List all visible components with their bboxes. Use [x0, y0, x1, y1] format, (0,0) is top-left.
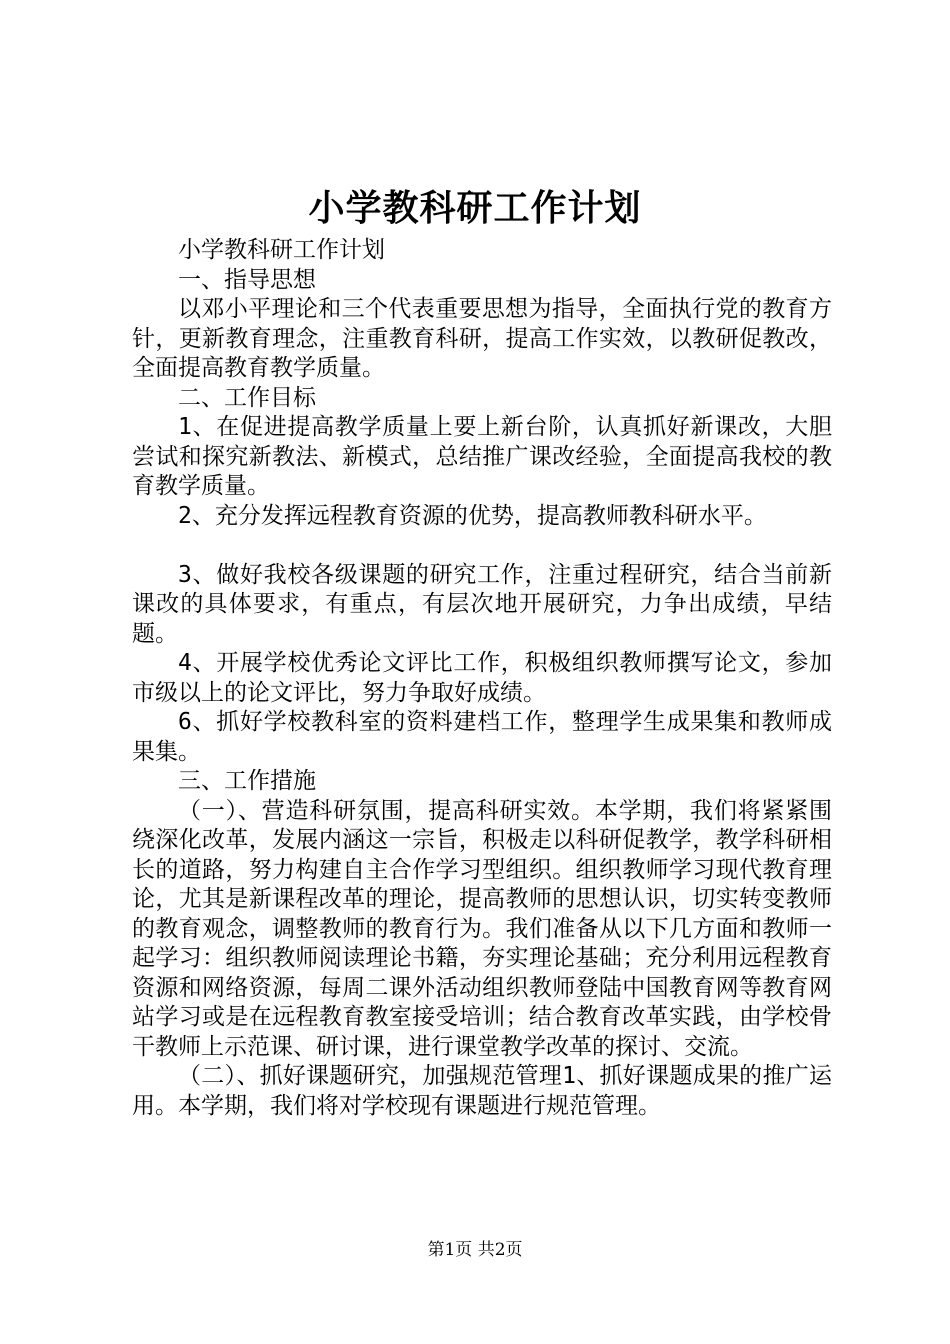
paragraph-guiding-ideology: 以邓小平理论和三个代表重要思想为指导，全面执行党的教育方针，更新教育理念，注重教育科研，提高工作实效，以教研促教改，全面提高教育教学质量。	[132, 296, 832, 381]
paragraph-goal-3: 3、做好我校各级课题的研究工作，注重过程研究，结合当前新课改的具体要求，有重点，有层次地开展研究，力争出成绩，早结题。	[132, 561, 832, 647]
heading-guiding-ideology: 一、指导思想	[178, 266, 316, 293]
document-title: 小学教科研工作计划	[308, 187, 642, 229]
paragraph-goal-4: 4、开展学校优秀论文评比工作，积极组织教师撰写论文，参加市级以上的论文评比，努力争取好成绩。	[132, 650, 832, 706]
heading-work-measures: 三、工作措施	[178, 768, 316, 794]
paragraph-goal-1: 1、在促进提高教学质量上要上新台阶，认真抓好新课改，大胆尝试和探究新教法、新模式，总结推广课改经验，全面提高我校的教育教学质量。	[132, 414, 832, 499]
document-body	[132, 236, 832, 1121]
paragraph-goal-2: 2、充分发挥远程教育资源的优势，提高教师教科研水平。	[178, 502, 767, 529]
paragraph-goal-6: 6、抓好学校教科室的资料建档工作，整理学生成果集和教师成果集。	[132, 709, 832, 765]
paragraph-measure-1: （一）、营造科研氛围，提高科研实效。本学期，我们将紧紧围绕深化改革，发展内涵这一宗旨，积极走以科研促教学，教学科研相长的道路，努力构建自主合作学习型组织。组织教师学习现代教育理论，尤其是新课程改革的理论，提高教师的思想认识，切实转变教师的教育观念，调整教师的教育行为。我们准备从以下几方面和教师一起学习：组织教师阅读理论书籍，夯实理论基础；充分利用远程教育资源和网络资源，每周二课外活动组织教师登陆中国教育网等教育网站学习或是在远程教育教室接受培训；结合教育改革实践，由学校骨干教师上示范课、研讨课，进行课堂教学改革的探讨、交流。	[132, 797, 832, 1060]
paragraph-subtitle: 小学教科研工作计划	[178, 237, 385, 263]
paragraph-measure-2: （二）、抓好课题研究，加强规范管理1、抓好课题成果的推广运用。本学期，我们将对学校现有课题进行规范管理。	[132, 1063, 832, 1119]
heading-work-goals: 二、工作目标	[178, 384, 316, 411]
page-footer: 第1页 共2页	[427, 1240, 523, 1260]
